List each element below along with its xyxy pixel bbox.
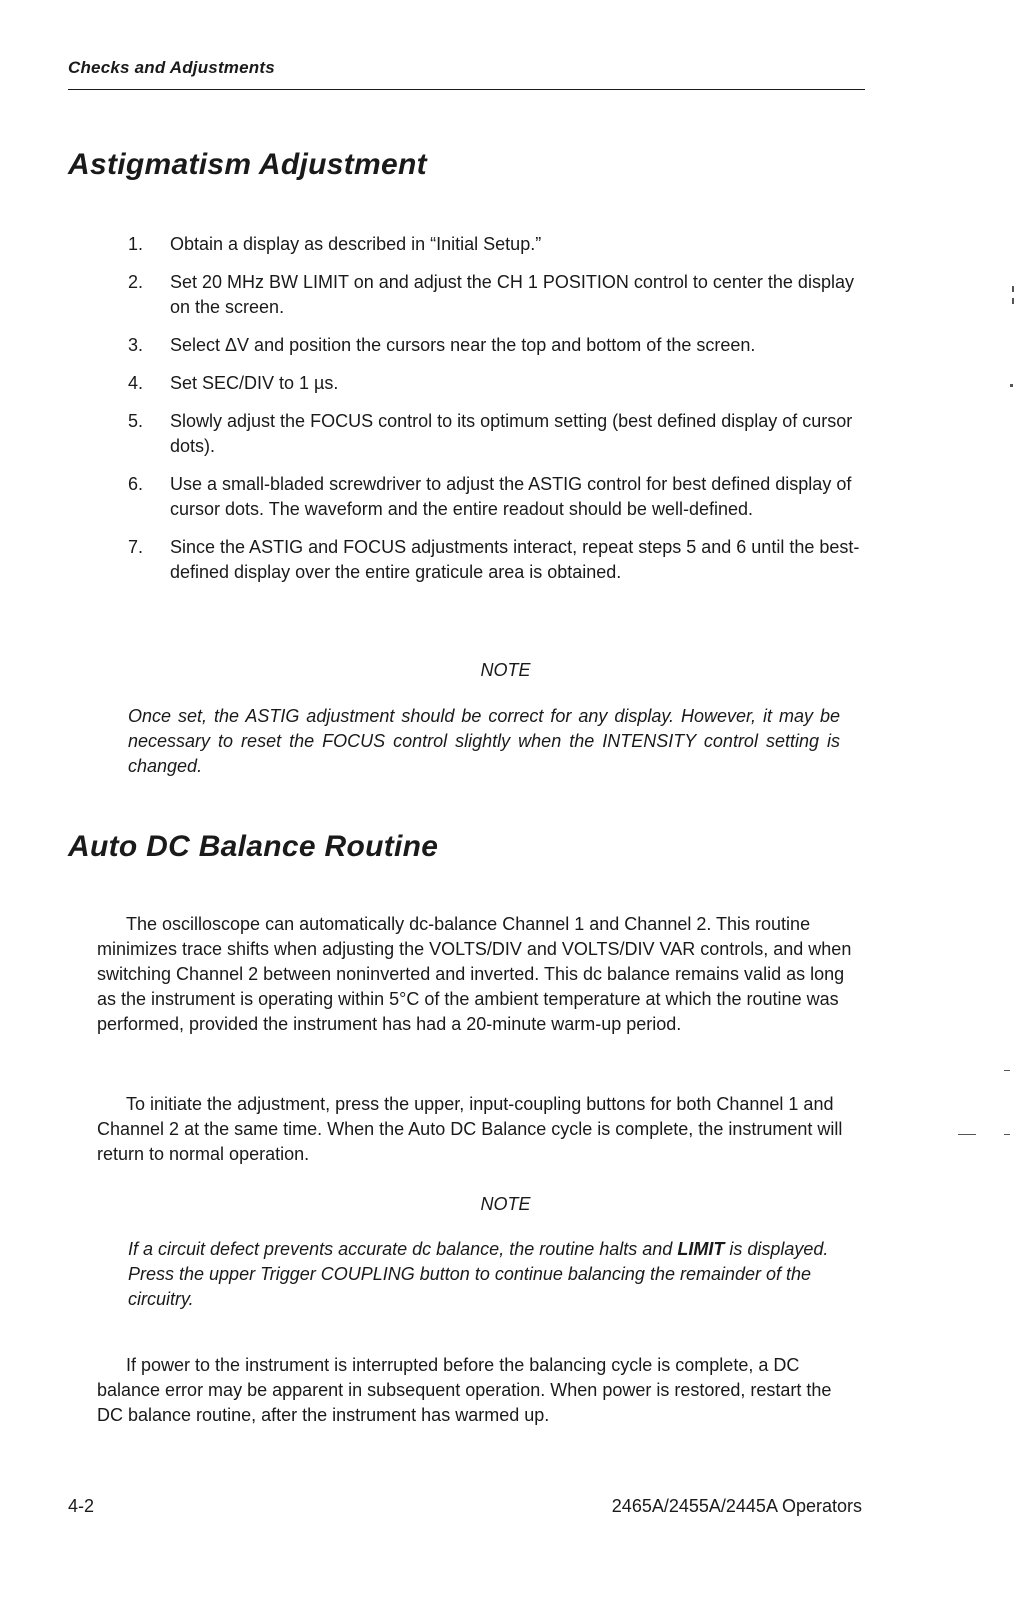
paragraph-text: If power to the instrument is interrupted before the balancing cycle is complete, a DC balance error may be apparent in subsequent operation. When power is restored, restart the DC balance routine, after the instrument has warmed up. (97, 1355, 832, 1425)
header-rule (68, 89, 865, 90)
step-item (128, 472, 868, 522)
scan-mark (1004, 1070, 1010, 1071)
step-text: Set 20 MHz BW LIMIT on and adjust the CH 1 POSITION control to center the display on the screen. (170, 272, 854, 317)
step-number: 2. (128, 272, 144, 292)
note-limit-keyword: LIMIT (677, 1239, 725, 1259)
step-number: 1. (128, 234, 144, 254)
note-label: NOTE (480, 1194, 531, 1214)
note-text-after: is displayed. Press the upper Trigger COUPLING button to continue balancing the remainder of the circuitry. (128, 1239, 829, 1309)
step-item (128, 371, 868, 396)
scan-mark (958, 1134, 976, 1135)
step-number: 5. (128, 411, 144, 431)
note-text: Once set, the ASTIG adjustment should be correct for any display. However, it may be necessary to reset the FOCUS control slightly when the INTENSITY control setting is changed. (128, 706, 840, 776)
scan-mark (1004, 1134, 1010, 1135)
body-paragraph (97, 1353, 857, 1428)
page-number: 4-2 (68, 1496, 95, 1516)
document-title: 2465A/2455A/2445A Operators (611, 1496, 862, 1516)
step-item (128, 409, 868, 459)
step-item (128, 333, 868, 358)
step-number: 7. (128, 537, 144, 557)
section-title-auto-dc-balance: Auto DC Balance Routine (68, 830, 439, 863)
astigmatism-steps (128, 232, 868, 598)
step-text: Obtain a display as described in “Initial Setup.” (170, 234, 542, 254)
step-number: 4. (128, 373, 144, 393)
scan-mark (1012, 298, 1014, 304)
note-label: NOTE (480, 660, 531, 680)
note-text (128, 1237, 840, 1312)
step-item (128, 535, 868, 585)
step-text: Select ΔV and position the cursors near the top and bottom of the screen. (170, 335, 756, 355)
step-number: 3. (128, 335, 144, 355)
scan-mark (1012, 286, 1014, 292)
scan-mark (1010, 384, 1013, 387)
note-text-before: If a circuit defect prevents accurate dc balance, the routine halts and (128, 1239, 678, 1259)
step-text: Set SEC/DIV to 1 µs. (170, 373, 339, 393)
step-text: Since the ASTIG and FOCUS adjustments interact, repeat steps 5 and 6 until the best-defined display over the entire graticule area is obtained. (170, 537, 860, 582)
paragraph-text: To initiate the adjustment, press the upper, input-coupling buttons for both Channel 1 and Channel 2 at the same time. When the Auto DC Balance cycle is complete, the instrument will return to normal operation. (97, 1094, 843, 1164)
paragraph-text: The oscilloscope can automatically dc-balance Channel 1 and Channel 2. This routine minimizes trace shifts when adjusting the VOLTS/DIV and VOLTS/DIV VAR controls, and when switching Channel 2 between noninverted and inverted. This dc balance remains valid as long as the instrument is operating within 5°C of the ambient temperature at which the routine was performed, provided the instrument has had a 20-minute warm-up period. (97, 914, 852, 1034)
step-item (128, 232, 868, 257)
running-head: Checks and Adjustments (68, 58, 275, 77)
step-number: 6. (128, 474, 144, 494)
body-paragraph (97, 912, 857, 1037)
step-item (128, 270, 868, 320)
section-title-astigmatism: Astigmatism Adjustment (68, 148, 427, 181)
step-text: Slowly adjust the FOCUS control to its optimum setting (best defined display of cursor dots). (170, 411, 853, 456)
body-paragraph (97, 1092, 857, 1167)
step-text: Use a small-bladed screwdriver to adjust the ASTIG control for best defined display of cursor dots. The waveform and the entire readout should be well-defined. (170, 474, 852, 519)
